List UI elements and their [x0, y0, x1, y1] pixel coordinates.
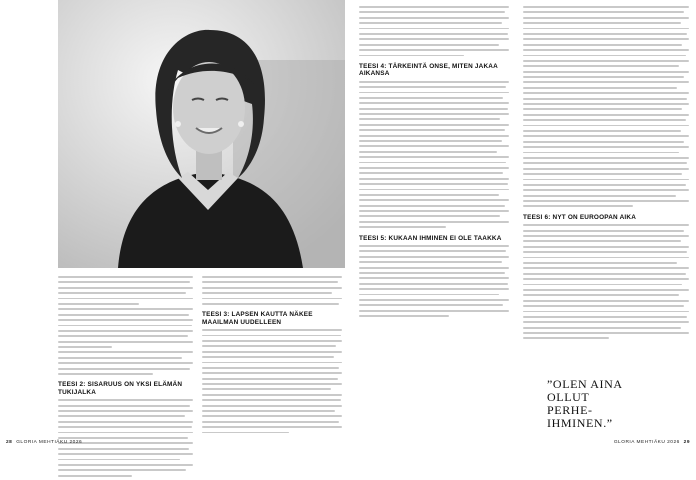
page-number: 29: [683, 440, 690, 445]
page-folio: [614, 440, 692, 445]
magazine-name: GLORIA MEHTIÄKU 2026: [16, 440, 83, 445]
right-page: [351, 0, 696, 450]
portrait-photo: [58, 0, 345, 268]
paragraph-lines: [202, 329, 342, 437]
left-column-1: [58, 276, 193, 480]
section-heading: TEESI 4: TÄRKEINTÄ ONSE, MITEN JAKAA AIKANSA: [359, 62, 498, 78]
section-heading: TEESI 5: KUKAAN IHMINEN EI OLE TAAKKA: [359, 234, 502, 242]
left-column-2: [202, 6, 342, 11]
paragraph-lines: [523, 224, 689, 343]
paragraph-lines: [523, 6, 689, 211]
magazine-name: GLORIA MEHTIÄKU 2026: [613, 440, 680, 445]
page-folio: [4, 440, 82, 445]
section-heading: TEESI 6: NYT ON EUROOPAN AIKA: [523, 213, 637, 221]
page-number: 28: [6, 440, 13, 445]
section-heading: TEESI 2: SISARUUS ON YKSI ELÄMÄN TUKIJALKA: [58, 381, 183, 396]
paragraph-lines: [359, 245, 509, 320]
paragraph-lines: [202, 6, 342, 11]
pull-quote: ”OLEN AINA OLLUT PERHE-IHMINEN.”: [547, 377, 622, 430]
paragraph-lines: [202, 276, 342, 308]
section-heading: TEESI 3: LAPSEN KAUTTA NÄKEE MAAILMAN UUDELLEEN: [202, 311, 313, 326]
right-column-2: [523, 6, 689, 343]
left-page: [0, 0, 345, 450]
paragraph-lines: [58, 276, 193, 378]
right-column-1: [359, 6, 509, 321]
left-column-2-lower: [202, 276, 342, 437]
paragraph-lines: [359, 6, 509, 60]
paragraph-lines: [359, 81, 509, 232]
